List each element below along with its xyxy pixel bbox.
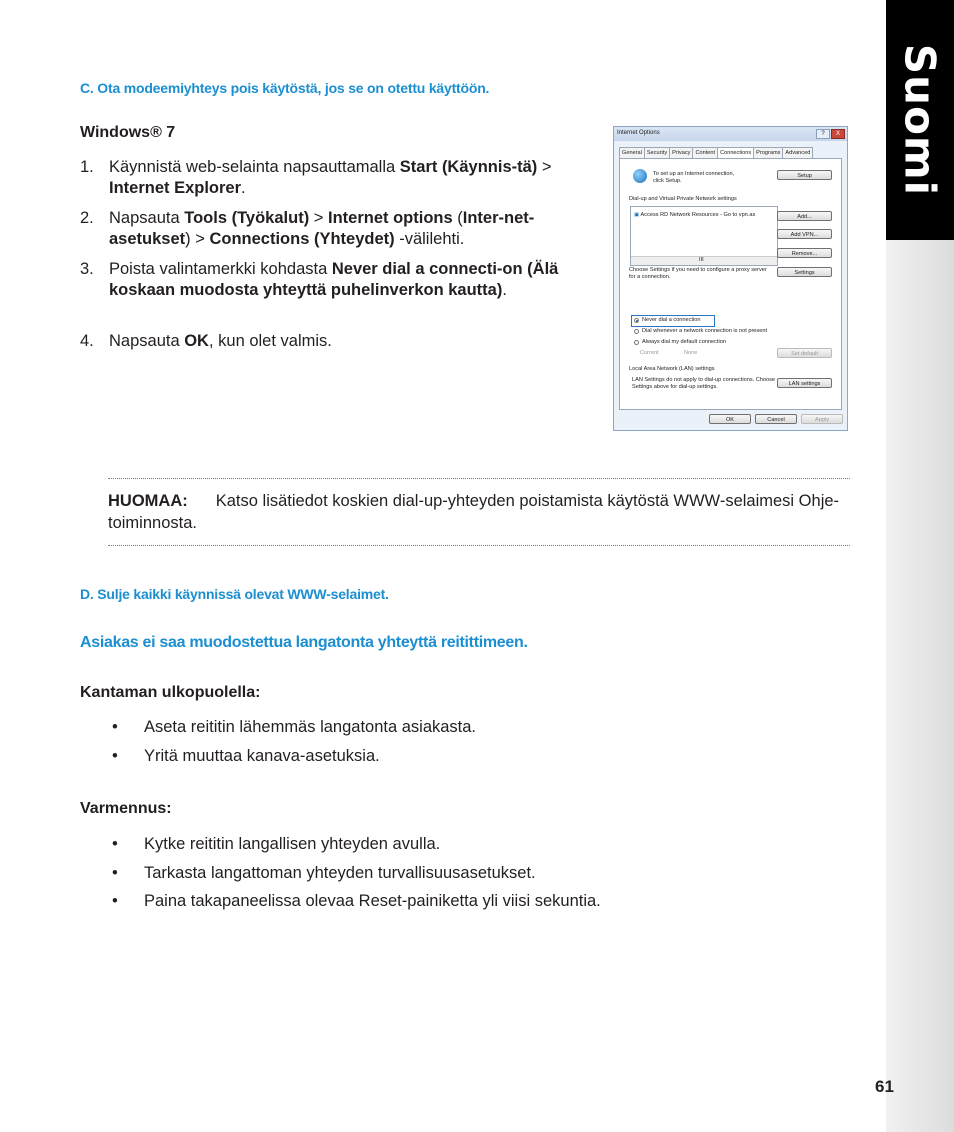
current-label: Current — [640, 350, 659, 356]
network-icon: ▣ — [634, 212, 640, 218]
set-default-button[interactable]: Set default — [777, 348, 832, 358]
step-text-plain: Napsauta — [109, 209, 185, 227]
step-text-plain: ) > — [185, 230, 210, 248]
dialup-label: Dial-up and Virtual Private Network settings — [629, 196, 737, 202]
add-vpn-button[interactable]: Add VPN... — [777, 229, 832, 239]
connections-panel — [619, 158, 842, 410]
radio-dial-whenever-label: Dial whenever a network connection is not present — [642, 328, 767, 334]
tab-programs[interactable]: Programs — [753, 147, 783, 158]
help-button[interactable]: ? — [816, 129, 830, 139]
step-text-plain: . — [241, 179, 246, 197]
setup-button[interactable]: Setup — [777, 170, 832, 180]
dialog-titlebar — [614, 127, 847, 141]
list-item-label: Access RD Network Resources - Go to vpn.as — [640, 212, 756, 218]
list-item-text: Tarkasta langattoman yhteyden turvallisuusasetukset. — [144, 864, 536, 882]
remove-button[interactable]: Remove... — [777, 248, 832, 258]
step-text-plain: ( — [452, 209, 463, 227]
tab-privacy[interactable]: Privacy — [669, 147, 693, 158]
step-text-bold: Internet options — [328, 209, 453, 227]
page-number: 61 — [875, 1077, 894, 1096]
list-item-text: Paina takapaneelissa olevaa Reset-painiketta yli viisi sekuntia. — [144, 892, 601, 910]
note-divider-bottom — [108, 545, 850, 546]
radio-never-dial[interactable] — [634, 318, 639, 323]
window-buttons — [815, 129, 845, 139]
globe-icon — [633, 169, 647, 183]
sidebar-title — [886, 0, 954, 240]
step-text — [109, 208, 599, 250]
bullet-icon: • — [112, 747, 118, 765]
connections-list[interactable] — [630, 206, 778, 266]
out-of-range-heading: Kantaman ulkopuolella: — [80, 684, 261, 701]
step-text-plain: . — [502, 281, 507, 299]
section-c-heading: C. Ota modeemiyhteys pois käytöstä, jos se on otettu käyttöön. — [80, 80, 490, 96]
step-text-plain: -välilehti. — [394, 230, 465, 248]
list-item-text: Aseta reititin lähemmäs langatonta asiakasta. — [144, 718, 477, 736]
list-item[interactable] — [634, 212, 755, 219]
step-text-bold: Inter-net-asetukset — [109, 209, 535, 248]
step-text-plain: Käynnistä web-selainta napsauttamalla — [109, 158, 400, 176]
step-text-plain: Poista valintamerkki kohdasta — [109, 260, 332, 278]
step-text-bold: Tools (Työkalut) — [184, 209, 310, 227]
add-button[interactable]: Add... — [777, 211, 832, 221]
step-text — [109, 259, 599, 301]
step-text-bold: Never dial a connecti-on (Älä koskaan muodosta yhteyttä puhelinverkon kautta) — [109, 260, 559, 299]
windows-heading: Windows® 7 — [80, 124, 176, 141]
note-label: HUOMAA: — [108, 492, 188, 510]
tab-connections[interactable]: Connections — [717, 147, 754, 160]
note-divider-top — [108, 478, 850, 479]
tab-content[interactable]: Content — [692, 147, 718, 158]
radio-always-dial-label: Always dial my default connection — [642, 339, 726, 345]
horizontal-scrollbar[interactable] — [631, 256, 777, 265]
list-item-text: Yritä muuttaa kanava-asetuksia. — [144, 747, 380, 765]
internet-options-dialog — [613, 126, 848, 431]
list-item-text: Kytke reititin langallisen yhteyden avulla. — [144, 835, 441, 853]
step-text-plain: > — [537, 158, 552, 176]
step-text-bold: Start (Käynnis-tä) — [399, 158, 538, 176]
bullet-icon: • — [112, 718, 118, 736]
radio-never-dial-label: Never dial a connection — [642, 317, 701, 323]
bullet-icon: • — [112, 835, 118, 853]
step-text-plain: > — [309, 209, 328, 227]
bullet-icon: • — [112, 864, 118, 882]
step-number: 4. — [80, 332, 94, 350]
settings-text: Choose Settings if you need to configure a proxy server for a connection. — [629, 267, 767, 280]
note-box — [108, 490, 850, 534]
step-text-bold: OK — [184, 332, 209, 350]
step-number: 2. — [80, 209, 94, 227]
section-d-heading: D. Sulje kaikki käynnissä olevat WWW-selaimet. — [80, 586, 389, 602]
bullet-icon: • — [112, 892, 118, 910]
tab-advanced[interactable]: Advanced — [782, 147, 813, 158]
step-text — [109, 331, 599, 352]
note-text: Katso lisätiedot koskien dial-up-yhteyden poistamista käytöstä WWW-selaimesi Ohje-toiminnosta. — [108, 492, 840, 532]
step-text-plain: Napsauta — [109, 332, 185, 350]
step-text — [109, 157, 599, 199]
step-text-bold: Connections (Yhteydet) — [209, 230, 395, 248]
scroll-thumb[interactable]: III — [699, 257, 704, 263]
lan-settings-button[interactable]: LAN settings — [777, 378, 832, 388]
radio-dial-whenever[interactable] — [634, 329, 639, 334]
problem-heading: Asiakas ei saa muodostettua langatonta yhteyttä reitittimeen. — [80, 634, 528, 651]
close-button[interactable]: X — [831, 129, 845, 139]
verification-heading: Varmennus: — [80, 800, 172, 817]
dialog-tabs — [619, 147, 812, 158]
current-value: None — [684, 350, 698, 356]
step-number: 3. — [80, 260, 94, 278]
lan-text: LAN Settings do not apply to dial-up connections. Choose Settings above for dial-up settings. — [632, 377, 776, 390]
step-number: 1. — [80, 158, 94, 176]
tab-general[interactable]: General — [619, 147, 645, 158]
lan-label: Local Area Network (LAN) settings — [629, 366, 715, 372]
setup-text: To set up an Internet connection, click Setup. — [653, 171, 735, 184]
tab-security[interactable]: Security — [644, 147, 670, 158]
radio-always-dial[interactable] — [634, 340, 639, 345]
settings-button[interactable]: Settings — [777, 267, 832, 277]
sidebar-title-text: Suomi — [895, 43, 945, 197]
step-text-bold: Internet Explorer — [109, 179, 242, 197]
ok-button[interactable]: OK — [709, 414, 751, 424]
cancel-button[interactable]: Cancel — [755, 414, 797, 424]
apply-button[interactable]: Apply — [801, 414, 843, 424]
dialog-title: Internet Options — [617, 130, 660, 136]
step-text-plain: , kun olet valmis. — [208, 332, 332, 350]
